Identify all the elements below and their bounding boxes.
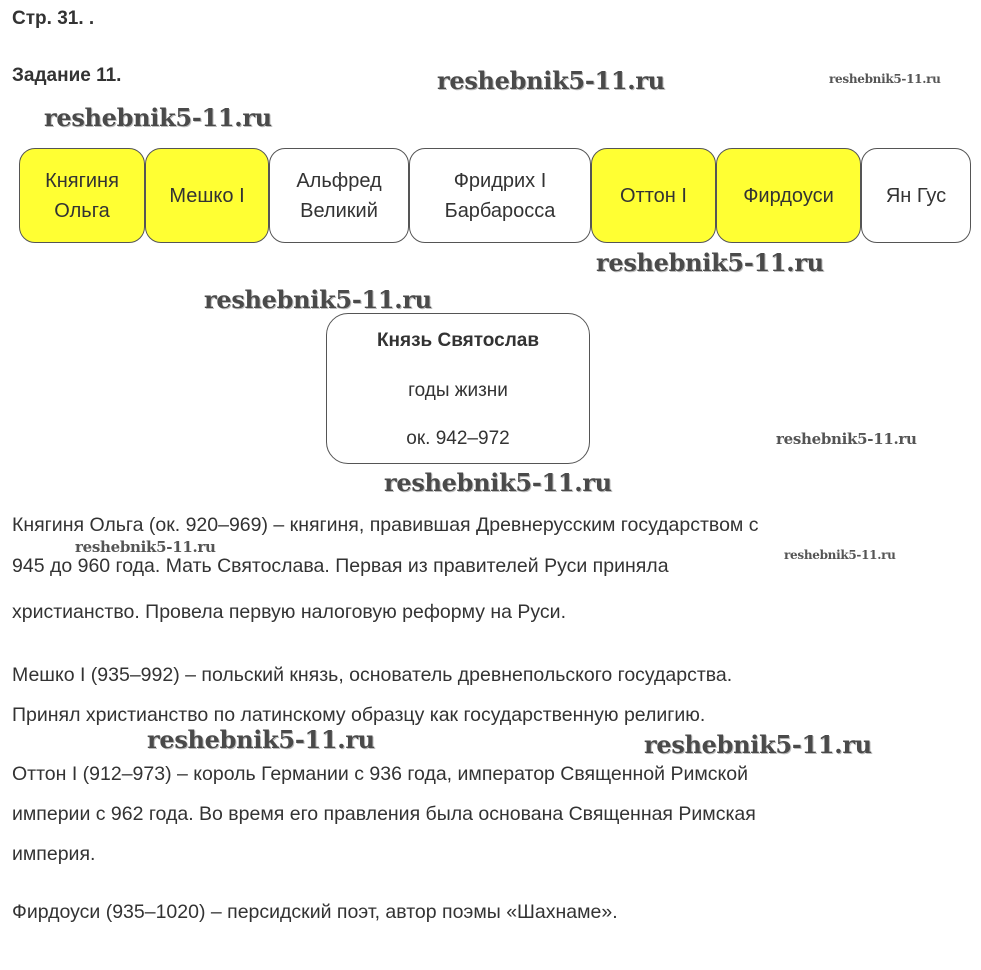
watermark: reshebnik5-11.ru <box>75 538 216 556</box>
ruler-box-friedrich <box>409 148 591 243</box>
text-line: Мешко I (935–992) – польский князь, основатель древнепольского государства. <box>12 664 733 686</box>
ruler-line: Оттон I <box>620 184 687 207</box>
ruler-line: Барбаросса <box>444 199 556 222</box>
ruler-line: Мешко I <box>169 184 245 207</box>
ruler-box-hus <box>861 148 971 243</box>
watermark: reshebnik5-11.ru <box>596 248 824 277</box>
card-title: Князь Святослав <box>376 330 540 351</box>
watermark: reshebnik5-11.ru <box>644 730 872 759</box>
text-line: Принял христианство по латинскому образцу как государственную религию. <box>12 704 706 726</box>
ruler-line: Княгиня <box>45 169 119 192</box>
text-line: империя. <box>12 843 96 865</box>
text-line: империи с 962 года. Во время его правления была основана Священная Римская <box>12 803 756 825</box>
ruler-line: Ольга <box>54 199 110 222</box>
sviatoslav-card <box>326 313 590 464</box>
ruler-box-otto <box>591 148 716 243</box>
watermark: reshebnik5-11.ru <box>784 548 896 562</box>
ruler-line: Альфред <box>296 169 382 192</box>
text-line: 945 до 960 года. Мать Святослава. Первая из правителей Руси приняла <box>12 555 669 577</box>
ruler-box-olga <box>19 148 145 243</box>
watermark: reshebnik5-11.ru <box>437 66 665 95</box>
ruler-line: Великий <box>300 199 378 222</box>
watermark: reshebnik5-11.ru <box>147 725 375 754</box>
ruler-box-alfred <box>269 148 409 243</box>
watermark: reshebnik5-11.ru <box>204 285 432 314</box>
card-label: годы жизни <box>408 380 508 401</box>
watermark: reshebnik5-11.ru <box>384 468 612 497</box>
text-line: Княгиня Ольга (ок. 920–969) – княгиня, правившая Древнерусским государством с <box>12 514 759 536</box>
ruler-box-mieszko <box>145 148 269 243</box>
watermark: reshebnik5-11.ru <box>829 72 941 86</box>
page-label: Стр. 31. . <box>12 8 95 29</box>
ruler-box-ferdowsi <box>716 148 861 243</box>
watermark: reshebnik5-11.ru <box>776 430 917 448</box>
ruler-line: Ян Гус <box>885 184 947 207</box>
text-line: Оттон I (912–973) – король Германии с 936 года, император Священной Римской <box>12 763 748 785</box>
ruler-line: Фирдоуси <box>743 184 834 207</box>
watermark: reshebnik5-11.ru <box>44 103 272 132</box>
text-line: христианство. Провела первую налоговую реформу на Руси. <box>12 601 566 623</box>
ruler-line: Фридрих I <box>453 169 547 192</box>
task-label: Задание 11. <box>12 65 122 86</box>
card-years: ок. 942–972 <box>406 428 510 449</box>
text-line: Фирдоуси (935–1020) – персидский поэт, автор поэмы «Шахнаме». <box>12 901 618 923</box>
